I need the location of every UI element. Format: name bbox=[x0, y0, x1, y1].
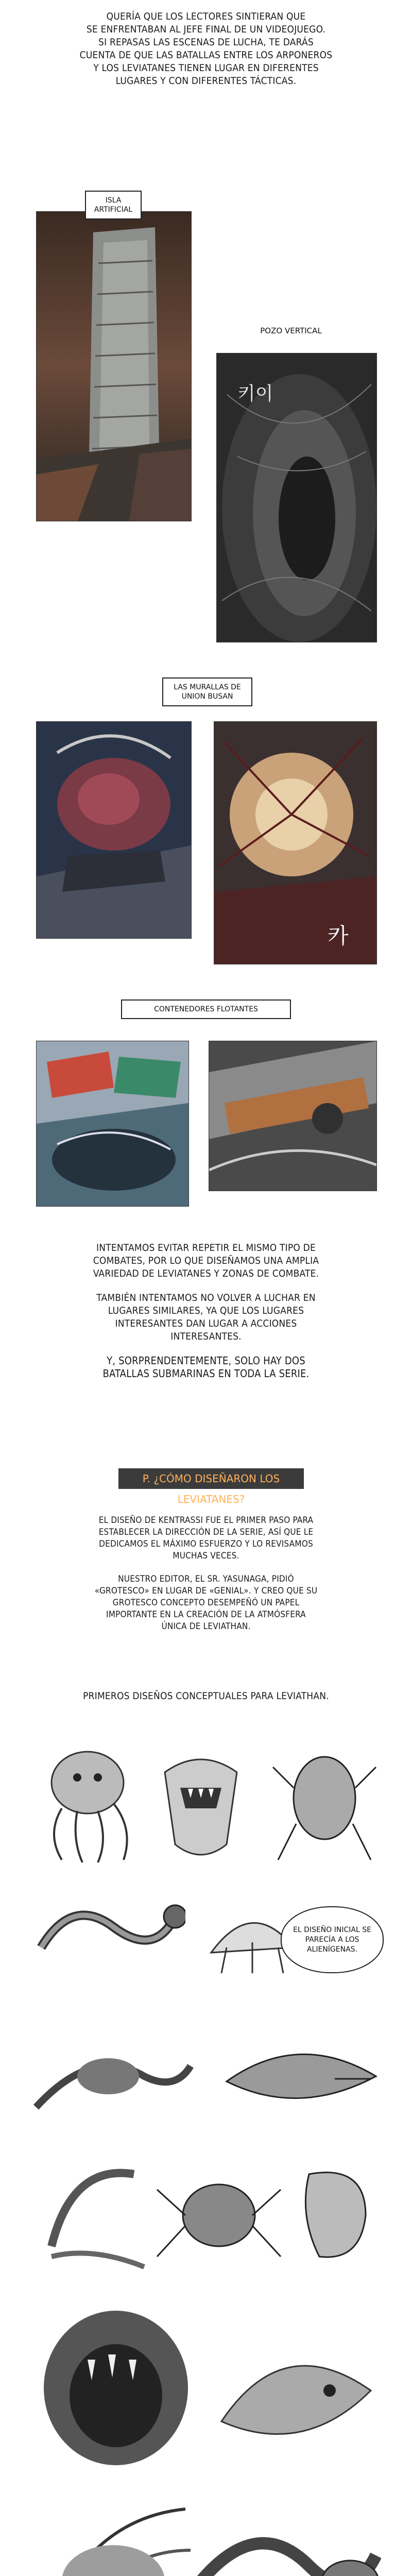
paragraph: Y, SORPRENDENTEMENTE, SOLO HAY DOS BATALLAS SUBMARINAS EN TODA LA SERIE. bbox=[102, 1354, 310, 1380]
label-floating-containers: CONTENEDORES FLOTANTES bbox=[121, 999, 291, 1019]
concept-sketch-swarm bbox=[31, 2488, 196, 2576]
concept-sketch-dragon bbox=[31, 2025, 196, 2128]
panel-floating-containers-right bbox=[209, 1041, 377, 1191]
concept-sketch-octopus bbox=[31, 1741, 139, 1865]
paragraph: NUESTRO EDITOR, EL SR. YASUNAGA, PIDIÓ «GROTESCO» EN LUGAR DE «GENIAL». Y CREO QUE SU GROTESCO CONCEPTO DESEMPEÑÓ UN PAPEL IMPORTANTE EN LA CREACIÓN DE LA ATMÓSFERA ÚNICA DE LEVIATHAN. bbox=[94, 1574, 318, 1632]
paragraph: EL DISEÑO DE KENTRASSI FUE EL PRIMER PASO PARA ESTABLECER LA DIRECCIÓN DE LA SERIE, ASÍ QUE LE DEDICAMOS EL MÁXIMO ESFUERZO Y LO REVISAMOS MUCHAS VECES. bbox=[98, 1515, 314, 1561]
concept-sketch-creature bbox=[211, 2318, 381, 2463]
concepts-caption: PRIMEROS DISEÑOS CONCEPTUALES PARA LEVIATHAN. bbox=[83, 1690, 329, 1702]
label-busan-walls: LAS MURALLAS DE UNION BUSAN bbox=[162, 677, 252, 706]
intro-line: CUENTA DE QUE LAS BATALLAS ENTRE LOS ARPONEROS bbox=[79, 49, 333, 61]
label-vertical-shaft: POZO VERTICAL bbox=[245, 322, 337, 340]
paragraph: INTENTAMOS EVITAR REPETIR EL MISMO TIPO DE COMBATES, POR LO QUE DISEÑAMOS UNA AMPLIA VARIEDAD DE LEVIATANES Y ZONAS DE COMBATE. bbox=[93, 1242, 319, 1279]
intro-line: QUERÍA QUE LOS LECTORES SINTIERAN QUE bbox=[106, 11, 306, 22]
artificial-island-illustration bbox=[37, 212, 191, 521]
concept-sketch-insect bbox=[268, 1747, 381, 1870]
speech-bubble: EL DISEÑO INICIAL SE PARECÍA A LOS ALIENÍGENAS. bbox=[281, 1906, 384, 1973]
concept-sketch-shark bbox=[221, 2030, 381, 2123]
intro-line: Y LOS LEVIATANES TIENEN LUGAR EN DIFERENTES bbox=[93, 62, 319, 74]
vertical-shaft-illustration bbox=[217, 353, 376, 642]
panel-floating-containers-left bbox=[36, 1041, 189, 1207]
answer-text bbox=[93, 1515, 319, 1644]
panel-artificial-island bbox=[36, 211, 192, 521]
label-artificial-island: ISLA ARTIFICIAL bbox=[85, 191, 142, 219]
busan-walls-right-illustration bbox=[214, 722, 376, 964]
intro-line: SI REPASAS LAS ESCENAS DE LUCHA, TE DARÁS bbox=[98, 37, 314, 48]
intro-text bbox=[0, 10, 412, 88]
concept-sketch-slug bbox=[294, 2154, 381, 2272]
intro-line: SE ENFRENTABAN AL JEFE FINAL DE UN VIDEOJUEGO. bbox=[86, 24, 326, 35]
paragraph: TAMBIÉN INTENTAMOS NO VOLVER A LUCHAR EN LUGARES SIMILARES, YA QUE LOS LUGARES INTERESANTES DAN LUGAR A ACCIONES INTERESANTES. bbox=[96, 1292, 316, 1342]
intro-line: LUGARES Y CON DIFERENTES TÁCTICAS. bbox=[115, 75, 297, 87]
panel-vertical-shaft bbox=[216, 353, 377, 642]
middle-text bbox=[90, 1242, 322, 1392]
concept-sketch-spider bbox=[154, 2143, 283, 2287]
concept-sketch-beast bbox=[149, 1741, 252, 1865]
sfx-text: 키이 bbox=[237, 383, 273, 404]
concept-sketch-maw bbox=[31, 2303, 201, 2473]
busan-walls-left-illustration bbox=[37, 722, 191, 938]
sfx-text: 카 bbox=[328, 923, 349, 948]
concept-sketch-tentacle bbox=[31, 2143, 160, 2287]
floating-containers-right-illustration bbox=[209, 1041, 376, 1191]
question-heading: P. ¿CÓMO DISEÑARON LOS LEVIATANES? bbox=[118, 1468, 304, 1489]
panel-busan-walls-left bbox=[36, 721, 192, 939]
panel-busan-walls-right bbox=[214, 721, 377, 964]
floating-containers-left-illustration bbox=[37, 1041, 188, 1206]
concept-sketch-eel bbox=[196, 2494, 381, 2576]
concept-sketch-serpent bbox=[31, 1886, 185, 2004]
